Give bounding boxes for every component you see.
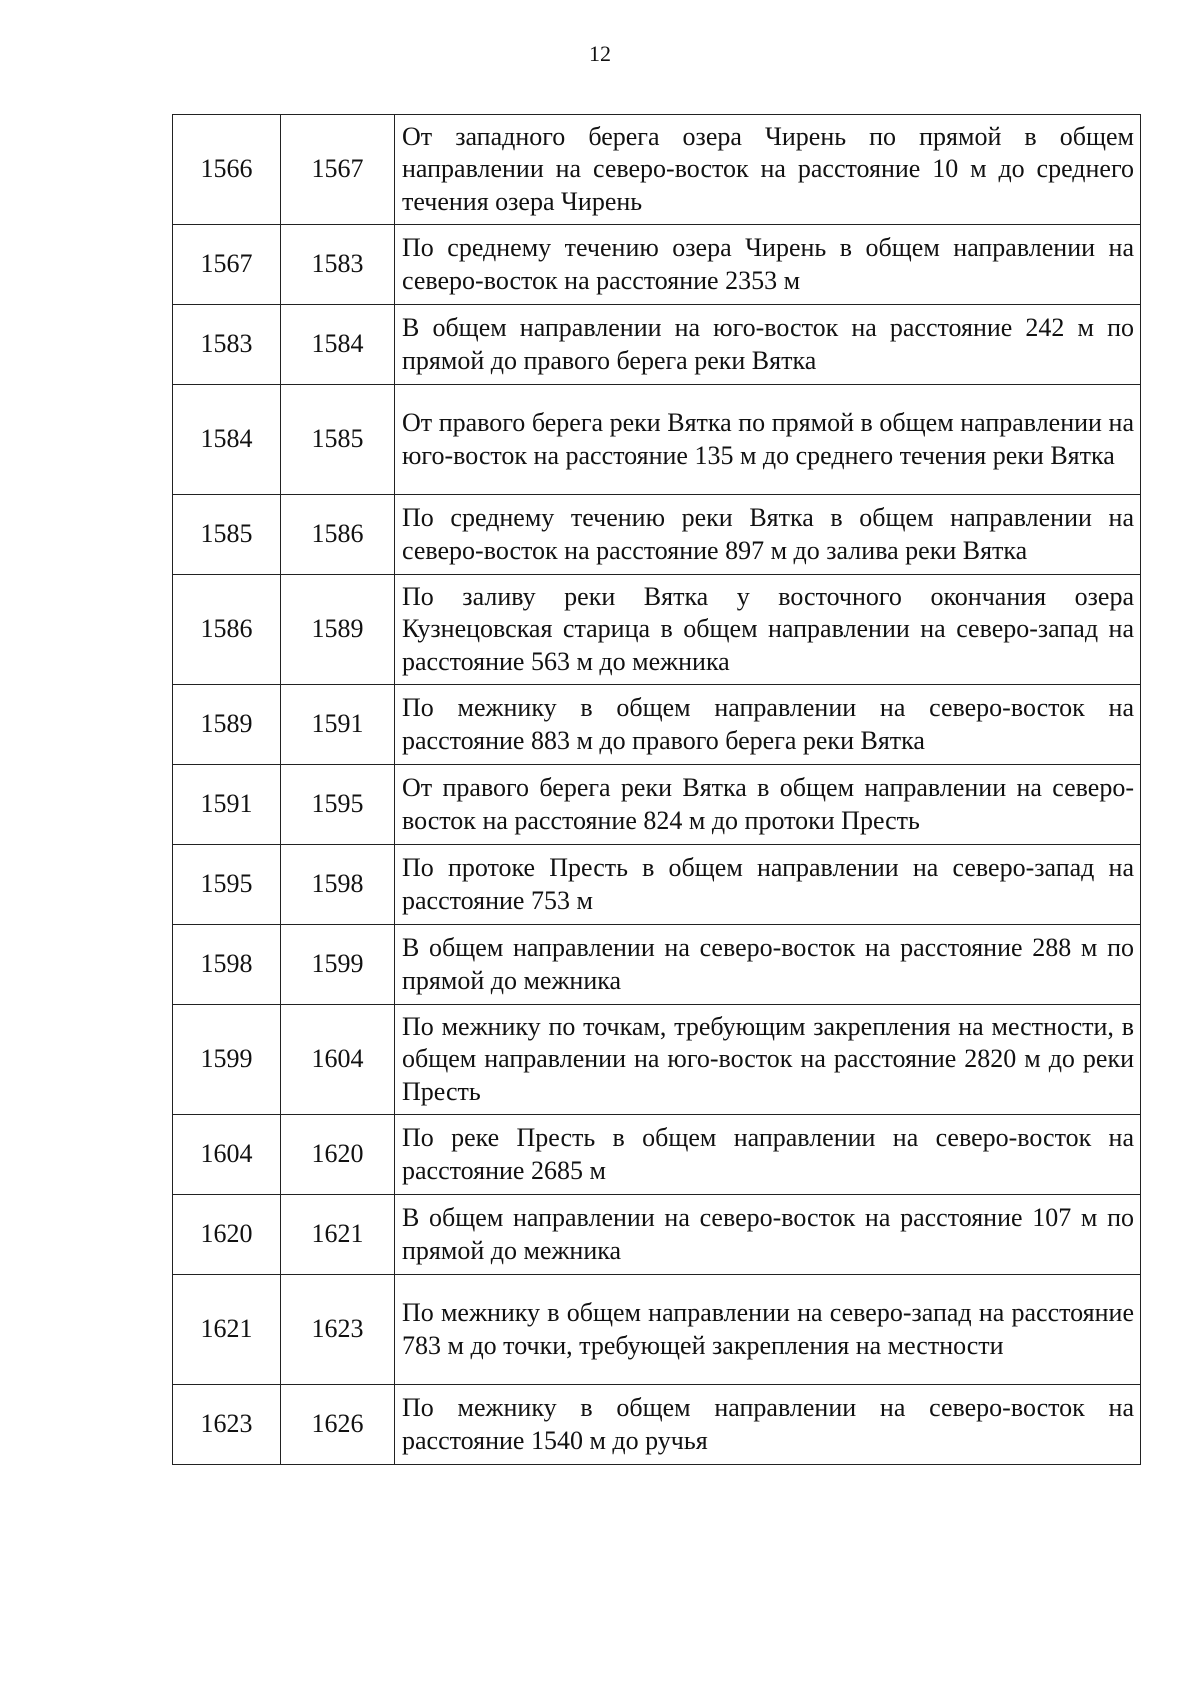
- description-cell: По протоке Престь в общем направлении на северо-запад на расстояние 753 м: [395, 845, 1141, 925]
- to-point-cell: 1585: [281, 385, 395, 495]
- to-point-cell: 1621: [281, 1195, 395, 1275]
- to-point-cell: 1583: [281, 225, 395, 305]
- description-cell: По среднему течению реки Вятка в общем направлении на северо-восток на расстояние 897 м до залива реки Вятка: [395, 495, 1141, 575]
- from-point-cell: 1585: [173, 495, 281, 575]
- from-point-cell: 1589: [173, 685, 281, 765]
- to-point-cell: 1604: [281, 1005, 395, 1115]
- to-point-cell: 1598: [281, 845, 395, 925]
- table-row: [173, 115, 1141, 225]
- description-cell: От правого берега реки Вятка по прямой в общем направлении на юго-восток на расстояние 135 м до среднего течения реки Вятка: [395, 385, 1141, 495]
- table-row: [173, 575, 1141, 685]
- description-cell: В общем направлении на северо-восток на расстояние 288 м по прямой до межника: [395, 925, 1141, 1005]
- to-point-cell: 1586: [281, 495, 395, 575]
- table-row: [173, 225, 1141, 305]
- from-point-cell: 1584: [173, 385, 281, 495]
- from-point-cell: 1566: [173, 115, 281, 225]
- table-row: [173, 495, 1141, 575]
- description-cell: По заливу реки Вятка у восточного окончания озера Кузнецовская старица в общем направлении на северо-запад на расстояние 563 м до межника: [395, 575, 1141, 685]
- to-point-cell: 1626: [281, 1385, 395, 1465]
- from-point-cell: 1620: [173, 1195, 281, 1275]
- page-number: 12: [589, 41, 611, 66]
- description-cell: По среднему течению озера Чирень в общем направлении на северо-восток на расстояние 2353 м: [395, 225, 1141, 305]
- from-point-cell: 1567: [173, 225, 281, 305]
- to-point-cell: 1620: [281, 1115, 395, 1195]
- table-row: [173, 1005, 1141, 1115]
- table-row: [173, 1195, 1141, 1275]
- to-point-cell: 1589: [281, 575, 395, 685]
- from-point-cell: 1598: [173, 925, 281, 1005]
- table-row: [173, 1115, 1141, 1195]
- table-row: [173, 685, 1141, 765]
- description-cell: От западного берега озера Чирень по прямой в общем направлении на северо-восток на расстояние 10 м до среднего течения озера Чирень: [395, 115, 1141, 225]
- description-cell: По межнику в общем направлении на северо-запад на расстояние 783 м до точки, требующей закрепления на местности: [395, 1275, 1141, 1385]
- to-point-cell: 1599: [281, 925, 395, 1005]
- table-body: [173, 115, 1141, 1465]
- table-row: [173, 1385, 1141, 1465]
- from-point-cell: 1621: [173, 1275, 281, 1385]
- table-row: [173, 305, 1141, 385]
- to-point-cell: 1595: [281, 765, 395, 845]
- table-row: [173, 385, 1141, 495]
- description-cell: В общем направлении на северо-восток на расстояние 107 м по прямой до межника: [395, 1195, 1141, 1275]
- description-cell: По реке Престь в общем направлении на северо-восток на расстояние 2685 м: [395, 1115, 1141, 1195]
- from-point-cell: 1599: [173, 1005, 281, 1115]
- from-point-cell: 1586: [173, 575, 281, 685]
- description-cell: По межнику по точкам, требующим закрепления на местности, в общем направлении на юго-восток на расстояние 2820 м до реки Престь: [395, 1005, 1141, 1115]
- description-cell: От правого берега реки Вятка в общем направлении на северо-восток на расстояние 824 м до протоки Престь: [395, 765, 1141, 845]
- table-row: [173, 845, 1141, 925]
- to-point-cell: 1623: [281, 1275, 395, 1385]
- table-row: [173, 765, 1141, 845]
- from-point-cell: 1591: [173, 765, 281, 845]
- boundary-description-table: [172, 114, 1141, 1465]
- to-point-cell: 1591: [281, 685, 395, 765]
- description-cell: По межнику в общем направлении на северо-восток на расстояние 1540 м до ручья: [395, 1385, 1141, 1465]
- table-row: [173, 1275, 1141, 1385]
- from-point-cell: 1623: [173, 1385, 281, 1465]
- table-row: [173, 925, 1141, 1005]
- description-cell: По межнику в общем направлении на северо-восток на расстояние 883 м до правого берега реки Вятка: [395, 685, 1141, 765]
- to-point-cell: 1567: [281, 115, 395, 225]
- description-cell: В общем направлении на юго-восток на расстояние 242 м по прямой до правого берега реки Вятка: [395, 305, 1141, 385]
- to-point-cell: 1584: [281, 305, 395, 385]
- from-point-cell: 1604: [173, 1115, 281, 1195]
- from-point-cell: 1583: [173, 305, 281, 385]
- from-point-cell: 1595: [173, 845, 281, 925]
